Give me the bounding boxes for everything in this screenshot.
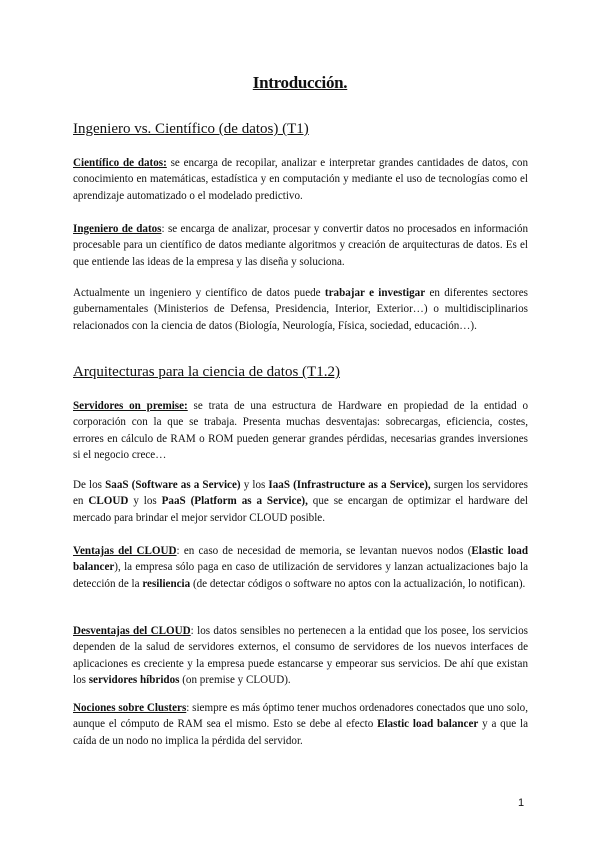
term-ventajas-cloud: Ventajas del CLOUD <box>73 545 177 557</box>
emphasis-trabajar-investigar: trabajar e investigar <box>324 287 426 299</box>
page-title: Introducción. <box>252 73 348 92</box>
term-ingeniero-de-datos: Ingeniero de datos <box>73 223 162 235</box>
section-heading-ingeniero-vs-cientifico: Ingeniero vs. Científico (de datos) (T1) <box>73 121 309 137</box>
paragraph-nociones-clusters: Nociones sobre Clusters: siempre es más óptimo tener muchos ordenadores conectados que uno solo, aunque el cómputo de RAM sea el mismo. Esto se debe al efecto Elastic load balancer y a que la caída de un nodo no implica la pérdida del servidor. <box>73 702 528 747</box>
paragraph-servidores-on-premise: Servidores on premise: se trata de una estructura de Hardware en propiedad de la entidad o corporación con la que se trabaja. Presenta muchas desventajas: sobrecargas, eficiencia, costes, errores en cálculo de RAM o ROM pueden generar grandes pérdidas, necesarias grandes inversiones si el negocio crece… <box>73 400 529 461</box>
paragraph-ingeniero-de-datos: Ingeniero de datos: se encarga de analizar, procesar y convertir datos no procesados en información procesable para un científico de datos mediante algoritmos y creación de arquitecturas de datos. Es el que entiende las ideas de la empresa y las diseña y soluciona. <box>73 223 528 268</box>
section-heading-arquitecturas: Arquitecturas para la ciencia de datos (T1.2) <box>73 364 340 380</box>
paragraph-saas-iaas-paas: De los SaaS (Software as a Service) y los IaaS (Infrastructure as a Service), surgen los servidores en CLOUD y los PaaS (Platform as a Service), que se encargan de optimizar el hardware del mercado para brindar el mejor servidor CLOUD posible. <box>73 479 528 524</box>
term-servidores-on-premise: Servidores on premise: <box>73 400 188 412</box>
paragraph-sectores: Actualmente un ingeniero y científico de datos puede trabajar e investigar en diferentes sectores gubernamentales (Ministerios de Defensa, Presidencia, Interior, Exterior…) o multidisciplinarios relacionados con la ciencia de datos (Biología, Neurología, Física, sociedad, educación…). <box>73 287 528 332</box>
term-nociones-clusters: Nociones sobre Clusters <box>73 702 187 714</box>
paragraph-desventajas-cloud: Desventajas del CLOUD: los datos sensibles no pertenecen a la entidad que los posee, los servicios dependen de la salud de servidores externos, el consumo de servidores de los nuevos interfaces de aplicaciones es creciente y la empresa puede estancarse y empeorar sus servicios. De ahí que existan los servidores híbridos (on premise y CLOUD). <box>73 625 528 686</box>
term-desventajas-cloud: Desventajas del CLOUD <box>73 625 191 637</box>
paragraph-ventajas-cloud: Ventajas del CLOUD: en caso de necesidad de memoria, se levantan nuevos nodos (Elastic load balancer), la empresa sólo paga en caso de utilización de servidores y lanzan actualizaciones bajo la detección de la resiliencia (de detectar códigos o software no aptos con la actualización, lo notifican). <box>73 545 528 590</box>
term-cientifico-de-datos: Científico de datos: <box>73 157 167 169</box>
page-number: 1 <box>518 797 525 809</box>
paragraph-cientifico-de-datos: Científico de datos: se encarga de recopilar, analizar e interpretar grandes cantidades de datos, con conocimiento en matemáticas, estadística y en computación y mediante el uso de tecnologías como el aprendizaje automatizado o el modelado predictivo. <box>73 157 528 202</box>
